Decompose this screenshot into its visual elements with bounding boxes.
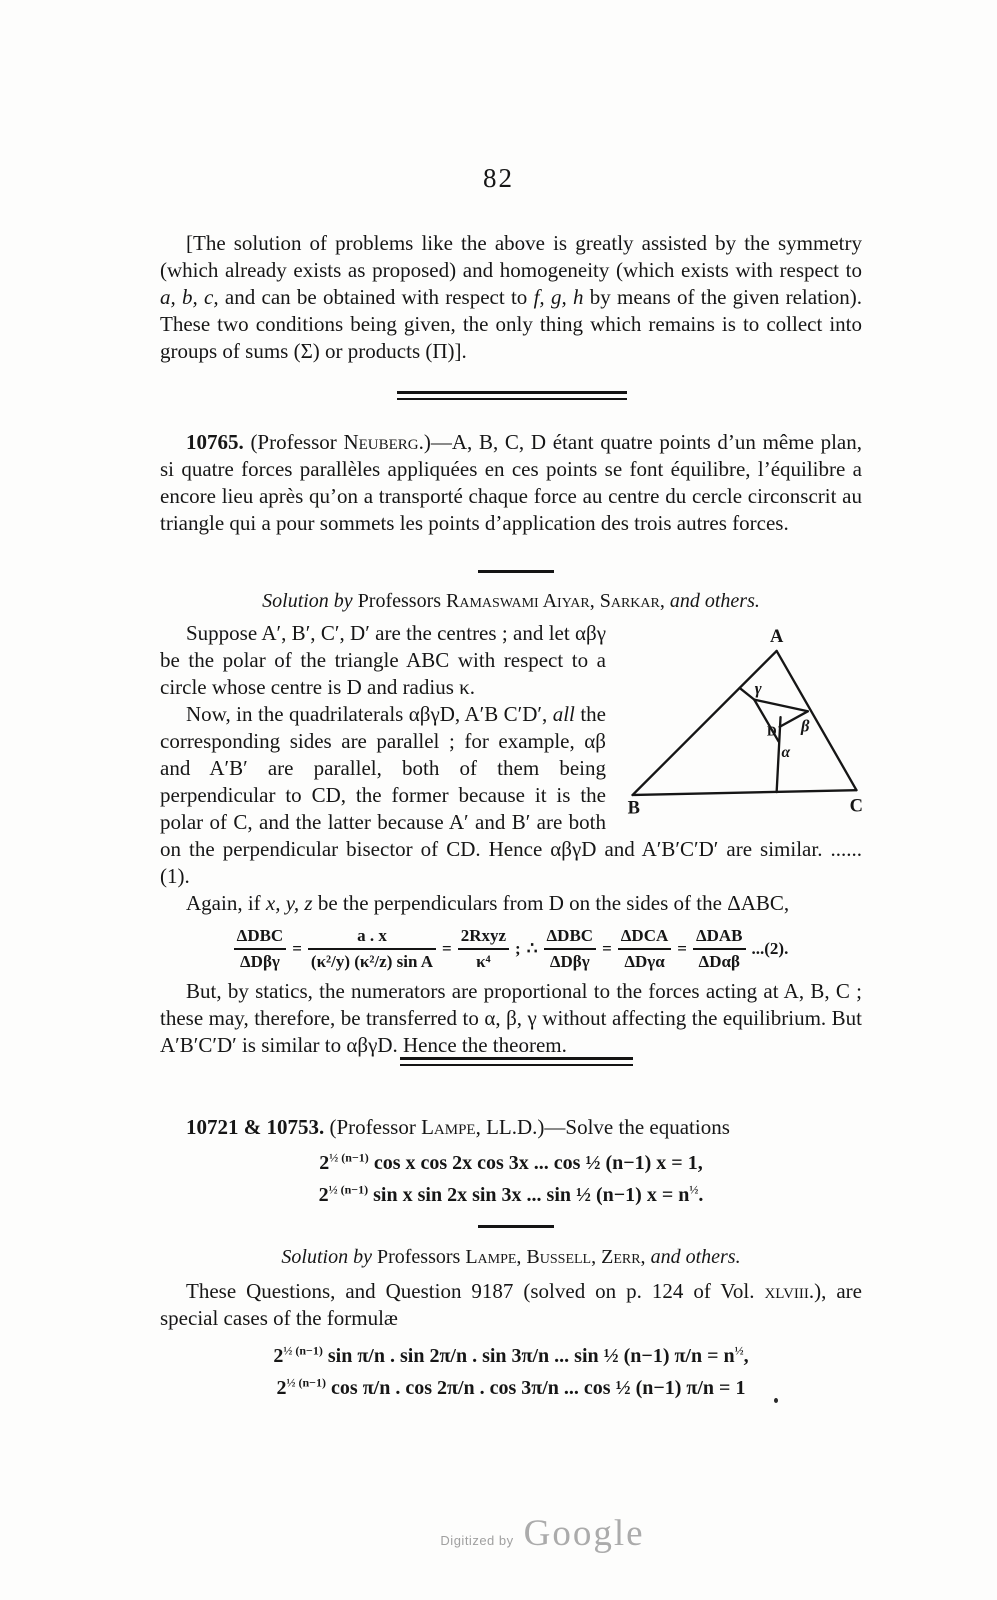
para2-post: the corresponding sides are parallel ; for example, αβ and A′B′ are parallel, both of them being perpendicular to CD, the former because it is the polar of C, and the latter because A′ and B′ are both on the perpendicular bisector of CD. Hence αβγD and A′B′C′D′ are similar. ...... (1). <box>160 702 862 888</box>
vertex-label-A: A <box>769 626 784 647</box>
equation-2-row <box>160 926 862 971</box>
side-AB <box>633 651 777 795</box>
para2-italic-all: all <box>552 702 575 726</box>
question-10721-statement <box>160 1114 862 1141</box>
para3-pre: Again, if <box>186 891 266 915</box>
question-divider-rule <box>478 570 554 573</box>
solution-by-line <box>160 1244 862 1270</box>
volume-numeral: xlviii <box>764 1279 809 1303</box>
solution-10765-body <box>160 620 862 1059</box>
question-10765 <box>160 429 862 537</box>
proposer-name: Neuberg <box>343 430 419 454</box>
question-number: 10721 & 10753. <box>186 1115 325 1139</box>
para3-italic-xyz: x, y, z <box>265 891 313 915</box>
solution-by-mid: Professors <box>371 1246 466 1268</box>
question-divider-rule-2 <box>478 1225 554 1228</box>
solution-paragraph <box>160 1278 862 1332</box>
segment-ab-to-gamma <box>740 688 755 700</box>
editorial-note-paragraph <box>160 230 862 365</box>
therefore-symbol: ∴ <box>526 938 538 958</box>
formula-cos-product: $2^{\frac{1}{2} (n-1)}$ cos π/n . cos 2π/n . cos 3π/n ... cos ½ (n−1) π/n = 1 <box>276 1375 746 1399</box>
para2-pre: Now, in the quadrilaterals αβγD, A′B C′D′, <box>186 702 553 726</box>
question-head-text: , LL.D.)—Solve the equations <box>475 1115 730 1139</box>
solver-names: Ramaswami Aiyar, Sarkar, <box>446 590 665 612</box>
fraction-DCA-Dga: $\frac{\text{ΔDCA}}{\text{ΔDγα}}$ <box>618 926 672 971</box>
point-label-gamma: γ <box>754 678 762 698</box>
google-logo: Google <box>523 1513 645 1554</box>
equals-sign: = <box>677 938 687 958</box>
para3-post: be the perpendiculars from D on the sides of the ΔABC, <box>312 891 790 915</box>
question-head-pre: (Professor <box>243 430 344 454</box>
equals-sign: = <box>292 938 302 958</box>
point-label-beta: β <box>800 716 810 736</box>
perpendicular-through-D <box>777 717 781 792</box>
digitized-by-label: Digitized by <box>440 1533 514 1548</box>
fraction-2Rxyz: $\frac{\text{2Rxyz}}{\text{κ⁴}}$ <box>458 926 509 971</box>
question-10765-statement <box>160 429 862 537</box>
solution-by-italic: Solution by <box>262 590 353 612</box>
editorial-note <box>160 230 862 365</box>
semicolon: ; <box>515 938 521 958</box>
fraction-DBC-Dbg: $\frac{\text{ΔDBC}}{\text{ΔDβγ}}$ <box>234 926 287 971</box>
solution-by-line <box>160 588 862 614</box>
question-number: 10765. <box>186 430 244 454</box>
note-italic-fgh: f, g, h <box>533 285 584 309</box>
note-text-1: [The solution of problems like the above is greatly assisted by the symmetry (which already exists as proposed) and homogeneity (which exists with respect to <box>160 231 862 282</box>
note-text-2: and can be obtained with respect to <box>218 285 534 309</box>
equals-sign: = <box>442 938 452 958</box>
solution-10721-body <box>160 1244 862 1404</box>
geometry-figure <box>616 622 874 822</box>
equation-sin-product: $2^{\frac{1}{2} (n-1)}$ sin x sin 2x sin 3x ... sin ½ (n−1) $x = n^{\frac{1}{2}}$. <box>318 1182 704 1206</box>
solution-by-others: and others. <box>645 1246 741 1268</box>
solution-10765-heading <box>160 588 862 614</box>
segment-gamma-beta <box>754 700 808 712</box>
page-number: 82 <box>483 163 514 193</box>
point-label-D: D <box>766 723 777 739</box>
fraction-ax: $\frac{a . x}{\text{(κ²/y) (κ²/z) sin A}}$ <box>308 926 436 971</box>
equation-cos-product: $2^{\frac{1}{2} (n-1)}$ cos x cos 2x cos 3x ... cos ½ (n−1) x = 1, <box>319 1150 703 1174</box>
formula-sin-product: $2^{\frac{1}{2} (n-1)}$ sin π/n . sin 2π/n . sin 3π/n ... sin ½ (n−1) $\pi/n = n^{\frac{1}{2}}$, <box>273 1343 749 1367</box>
question-head-pre: (Professor <box>324 1115 422 1139</box>
solution-paragraph-3 <box>160 890 862 917</box>
section-divider-rule-2 <box>400 1057 633 1066</box>
note-text-3: by means of the given relation). These two conditions being given, the only thing which remains is to collect into groups of sums (Σ) or products (Π)]. <box>160 285 862 363</box>
section-divider-rule <box>397 391 627 400</box>
scan-artifact-dot <box>774 1398 778 1403</box>
para-pre: These Questions, and Question 9187 (solved on p. 124 of Vol. <box>186 1279 765 1303</box>
equation-2-tag: ...(2). <box>751 938 789 958</box>
vertex-label-B: B <box>627 797 641 818</box>
solution-paragraph-4: But, by statics, the numerators are proportional to the forces acting at A, B, C ; these may, therefore, be transferred to α, β, γ without affecting the equilibrium. But A′B′C′D′ is similar to αβγD. Hence the theorem. <box>160 979 862 1058</box>
solution-by-others: and others. <box>664 590 760 612</box>
vertex-label-C: C <box>849 795 864 816</box>
digitized-watermark <box>0 1512 997 1555</box>
side-BC <box>633 790 857 795</box>
solution-by-mid: Professors <box>352 590 447 612</box>
fraction-DAB-Dab: $\frac{\text{ΔDAB}}{\text{ΔDαβ}}$ <box>693 926 746 971</box>
solution-paragraph-1: Suppose A′, B′, C′, D′ are the centres ; and let αβγ be the polar of the triangle ABC with respect to a circle whose centre is D and radius κ. <box>160 621 606 699</box>
solver-names: Lampe, Bussell, Zerr, <box>465 1246 646 1268</box>
point-label-alpha: α <box>781 744 791 762</box>
question-head-text: .)—A, B, C, D étant quatre points d’un même plan, si quatre forces parallèles appliquées en ces points se font équilibre, l’équilibre a encore lieu après qu’on a transporté chaque force au centre du cercle circonscrit au triangle qui a pour sommets les points d’application des trois autres forces. <box>160 430 862 535</box>
proposer-name: Lampe <box>421 1115 476 1139</box>
triangle-diagram <box>616 622 874 822</box>
note-italic-abc: a, b, c, <box>160 285 219 309</box>
question-10721 <box>160 1114 862 1211</box>
solution-by-italic: Solution by <box>281 1246 372 1268</box>
para-post: .), are special cases of the formulæ <box>160 1279 862 1330</box>
fraction-DBC-Dbg-2: $\frac{\text{ΔDBC}}{\text{ΔDβγ}}$ <box>544 926 597 971</box>
equals-sign: = <box>602 938 612 958</box>
